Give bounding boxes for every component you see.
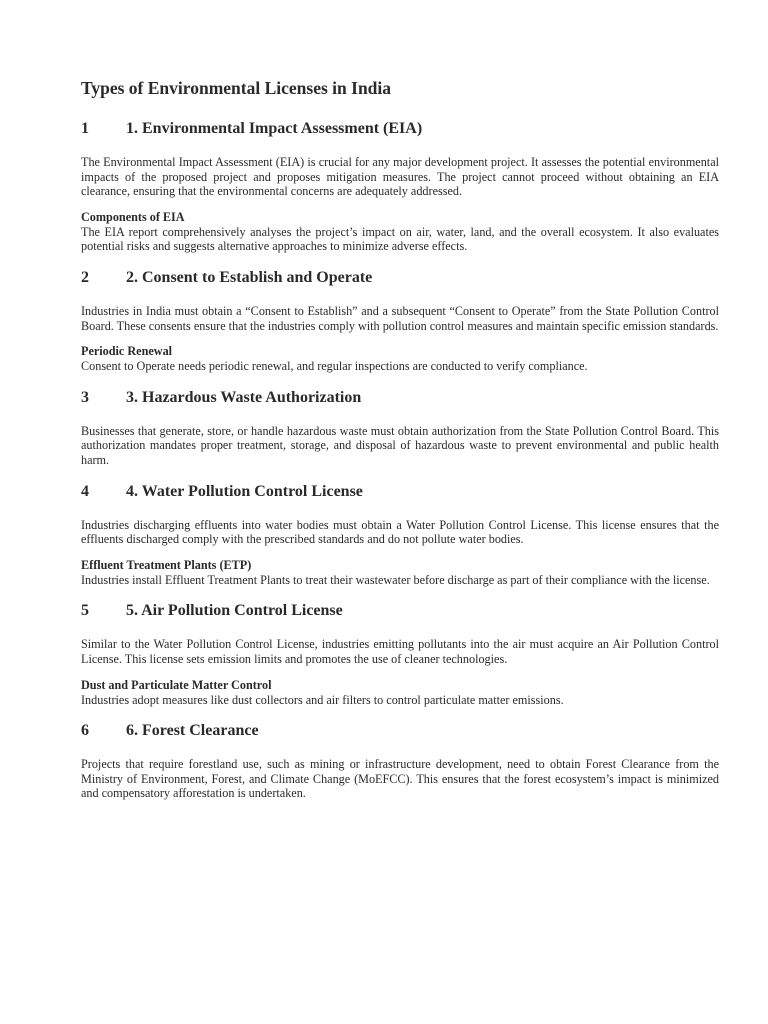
subsection-heading: Components of EIA <box>81 209 185 224</box>
section-paragraph: Businesses that generate, store, or handle hazardous waste must obtain authorization from the State Pollution Control Board. This authorization mandates proper treatment, storage, and disposal of hazardous waste to prevent environmental and public health harm. <box>81 423 719 467</box>
section-title: 2. Consent to Establish and Operate <box>126 268 373 286</box>
section-heading <box>81 387 719 409</box>
subsection-heading: Periodic Renewal <box>81 344 173 359</box>
section-number: 4 <box>81 482 89 500</box>
subsection-text: Industries adopt measures like dust collectors and air filters to control particulate matter emissions. <box>81 692 564 707</box>
section-title: 4. Water Pollution Control License <box>126 482 363 500</box>
section-number: 3 <box>81 388 89 406</box>
section-number: 2 <box>81 268 89 286</box>
subsection <box>81 210 719 254</box>
subsection <box>81 558 719 588</box>
subsection <box>81 344 719 374</box>
section-paragraph: Projects that require forestland use, such as mining or infrastructure development, need to obtain Forest Clearance from the Ministry of Environment, Forest, and Climate Change (MoEFCC). This ensures that the forest ecosystem’s impact is minimized and compensatory afforestation is undertaken. <box>81 757 719 801</box>
section-heading <box>81 481 719 503</box>
section-eia <box>81 118 719 254</box>
subsection-heading: Dust and Particulate Matter Control <box>81 677 272 692</box>
document-page <box>81 76 719 814</box>
section-title: 6. Forest Clearance <box>126 722 259 740</box>
section-number: 6 <box>81 722 89 740</box>
section-heading <box>81 600 719 622</box>
section-paragraph: The Environmental Impact Assessment (EIA) is crucial for any major development project. It assesses the potential environmental impacts of the proposed project and proposes mitigation measures. The project cannot proceed without obtaining an EIA clearance, ensuring that the environmental concerns are adequately addressed. <box>81 155 719 199</box>
section-title: 3. Hazardous Waste Authorization <box>126 388 362 406</box>
section-number: 1 <box>81 120 89 137</box>
section-hazardous-waste <box>81 387 719 468</box>
section-paragraph: Similar to the Water Pollution Control License, industries emitting pollutants into the air must acquire an Air Pollution Control License. This license sets emission limits and promotes the use of cleaner technologies. <box>81 637 719 666</box>
section-air-pollution <box>81 600 719 707</box>
document-title: Types of Environmental Licenses in India <box>81 78 392 98</box>
section-paragraph: Industries discharging effluents into water bodies must obtain a Water Pollution Control License. This license ensures that the effluents discharged comply with the prescribed standards and do not pollute water bodies. <box>81 517 719 547</box>
subsection-text: The EIA report comprehensively analyses the project’s impact on air, water, land, and the overall ecosystem. It also evaluates potential risks and suggests alternative approaches to minimize adverse effects. <box>81 224 719 254</box>
section-water-pollution <box>81 481 719 588</box>
section-title: 5. Air Pollution Control License <box>126 602 343 620</box>
section-heading <box>81 267 719 289</box>
section-forest-clearance <box>81 720 719 801</box>
subsection-heading: Effluent Treatment Plants (ETP) <box>81 557 252 572</box>
section-heading <box>81 720 719 742</box>
section-heading <box>81 118 719 140</box>
subsection-text: Consent to Operate needs periodic renewal, and regular inspections are conducted to verify compliance. <box>81 359 588 374</box>
section-title: 1. Environmental Impact Assessment (EIA) <box>126 120 423 137</box>
section-consent <box>81 267 719 374</box>
section-paragraph: Industries in India must obtain a “Consent to Establish” and a subsequent “Consent to Operate” from the State Pollution Control Board. These consents ensure that the industries comply with pollution control measures and maintain specific emission standards. <box>81 303 719 333</box>
subsection <box>81 678 719 708</box>
section-number: 5 <box>81 602 89 620</box>
subsection-text: Industries install Effluent Treatment Plants to treat their wastewater before discharge as part of their compliance with the license. <box>81 572 710 587</box>
